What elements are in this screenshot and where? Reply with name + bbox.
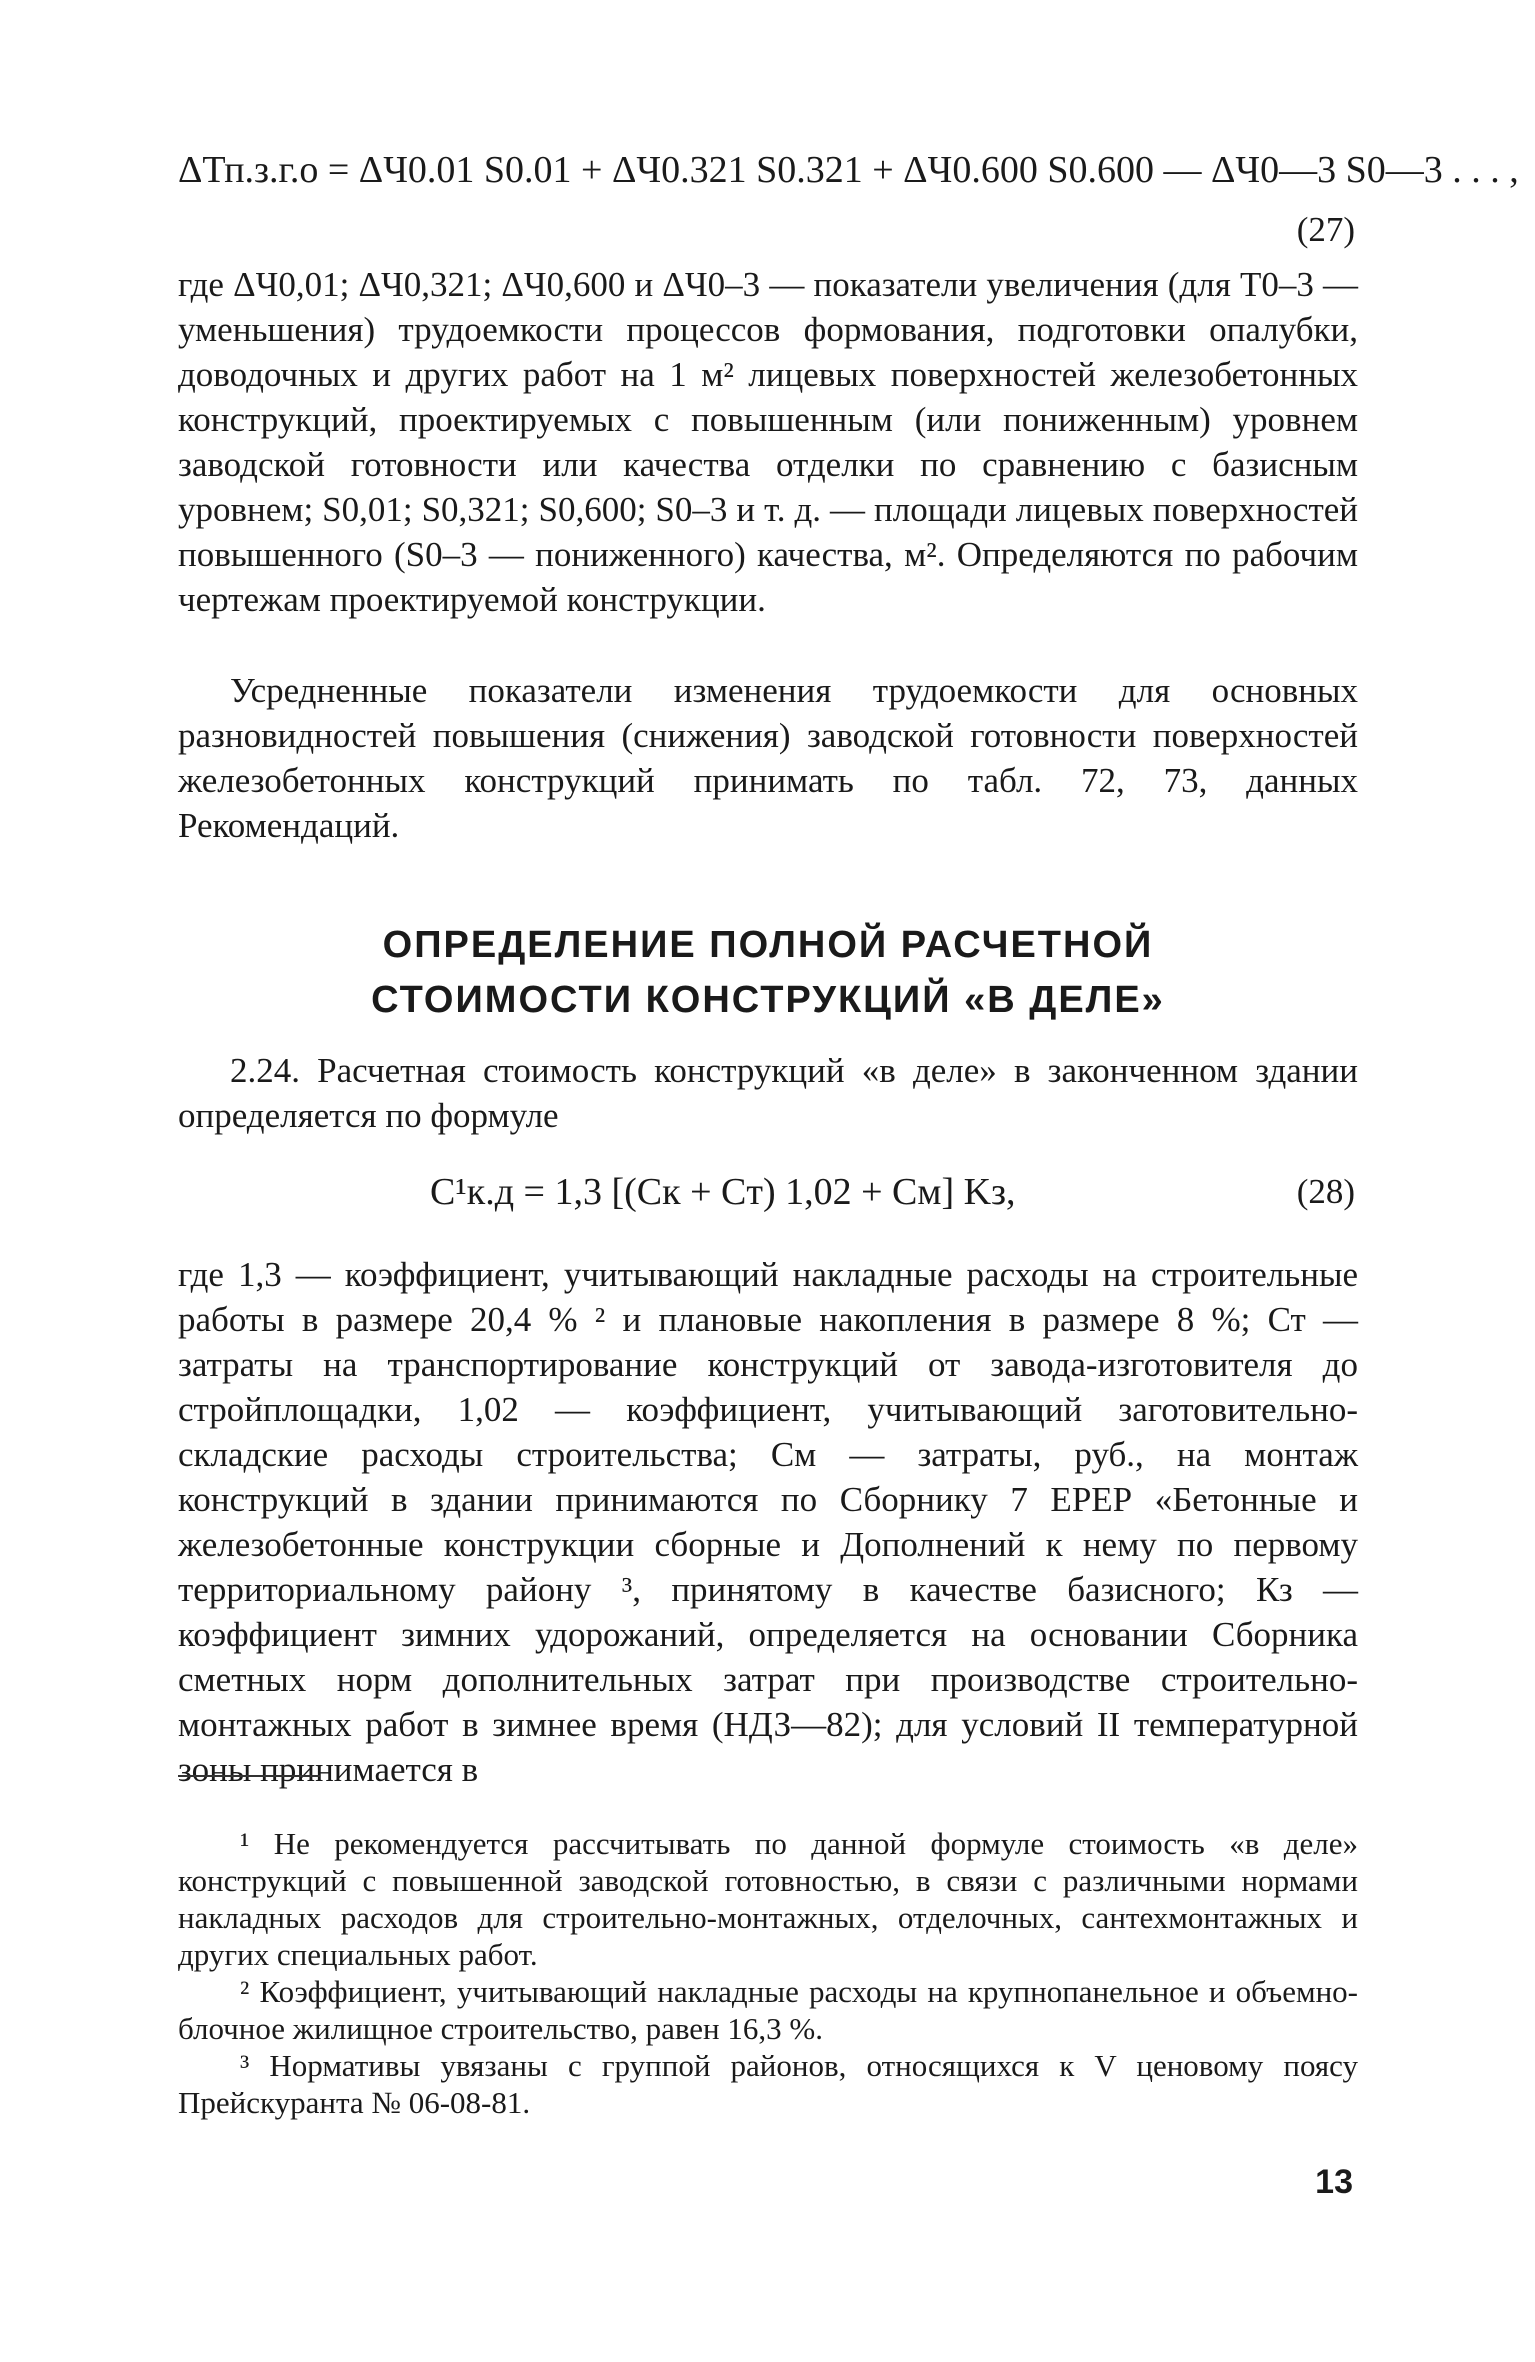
formula-27-number: (27) <box>1296 210 1355 249</box>
footnote-1: ¹ Не рекомендуется рассчитывать по данной формуле стоимость «в деле» конструкций с повышенной заводской готовностью, в связи с различными нормами накладных расходов для строительно-монтажных, отделочных, сантехмонтажных и других специальных работ. <box>178 1826 1358 1972</box>
formula-27-rhs: = ΔЧ0.01 S0.01 + ΔЧ0.321 S0.321 + ΔЧ0.600 S0.600 — ΔЧ0—3 S0—3 . . . , <box>327 149 1519 191</box>
formula-27 <box>178 148 1519 192</box>
section-heading <box>178 918 1358 1028</box>
paragraph-definitions: где ΔЧ0,01; ΔЧ0,321; ΔЧ0,600 и ΔЧ0–3 — показатели увеличения (для Т0–3 — уменьшения) трудоемкости процессов формования, подготовки опалубки, доводочных и других работ на 1 м² лицевых поверхностей железобетонных конструкций, проектируемых с повышенным (или пониженным) уровнем заводской готовности или качества отделки по сравнению с базисным уровнем; S0,01; S0,321; S0,600; S0–3 и т. д. — площади лицевых поверхностей повышенного (S0–3 — пониженного) качества, м². Определяются по рабочим чертежам проектируемой конструкции. <box>178 265 1358 619</box>
section-heading-line-1: ОПРЕДЕЛЕНИЕ ПОЛНОЙ РАСЧЕТНОЙ <box>382 924 1154 966</box>
page-number: 13 <box>1315 2163 1353 2201</box>
footnote-3: ³ Нормативы увязаны с группой районов, относящихся к V ценовому поясу Прейскуранта № 06-08-81. <box>178 2048 1358 2120</box>
paragraph-coefficients: где 1,3 — коэффициент, учитывающий накладные расходы на строительные работы в размере 20,4 % ² и плановые накопления в размере 8 %; Ст — затраты на транспортирование конструкций от завода-изготовителя до стройплощадки, 1,02 — коэффициент, учитывающий заготовительно-складские расходы строительства; См — затраты, руб., на монтаж конструкций в здании принимаются по Сборнику 7 ЕРЕР «Бетонные и железобетонные конструкции сборные и Дополнений к нему по первому территориальному району ³, принятому в качестве базисного; Кз — коэффициент зимних удорожаний, определяется на основании Сборника сметных норм дополнительных затрат при производстве строительно-монтажных работ в зимнее время (НДЗ—82); для условий II температурной зоны принимается в <box>178 1255 1358 1789</box>
formula-27-lhs: ΔТп.з.г.о <box>178 149 319 191</box>
formula-28: C¹к.д = 1,3 [(Cк + Cт) 1,02 + Cм] Kз, <box>430 1171 1016 1213</box>
formula-28-number: (28) <box>1296 1172 1355 1211</box>
paragraph-2-24: 2.24. Расчетная стоимость конструкций «в деле» в законченном здании определяется по формуле <box>178 1051 1358 1135</box>
paragraph-averaged-indicators: Усредненные показатели изменения трудоемкости для основных разновидностей повышения (снижения) заводской готовности поверхностей железобетонных конструкций принимать по табл. 72, 73, данных Рекомендаций. <box>178 671 1358 845</box>
footnote-divider <box>178 1775 320 1777</box>
footnote-2: ² Коэффициент, учитывающий накладные расходы на крупнопанельное и объемно-блочное жилищное строительство, равен 16,3 %. <box>178 1974 1358 2046</box>
section-heading-line-2: СТОИМОСТИ КОНСТРУКЦИЙ «В ДЕЛЕ» <box>371 979 1165 1021</box>
